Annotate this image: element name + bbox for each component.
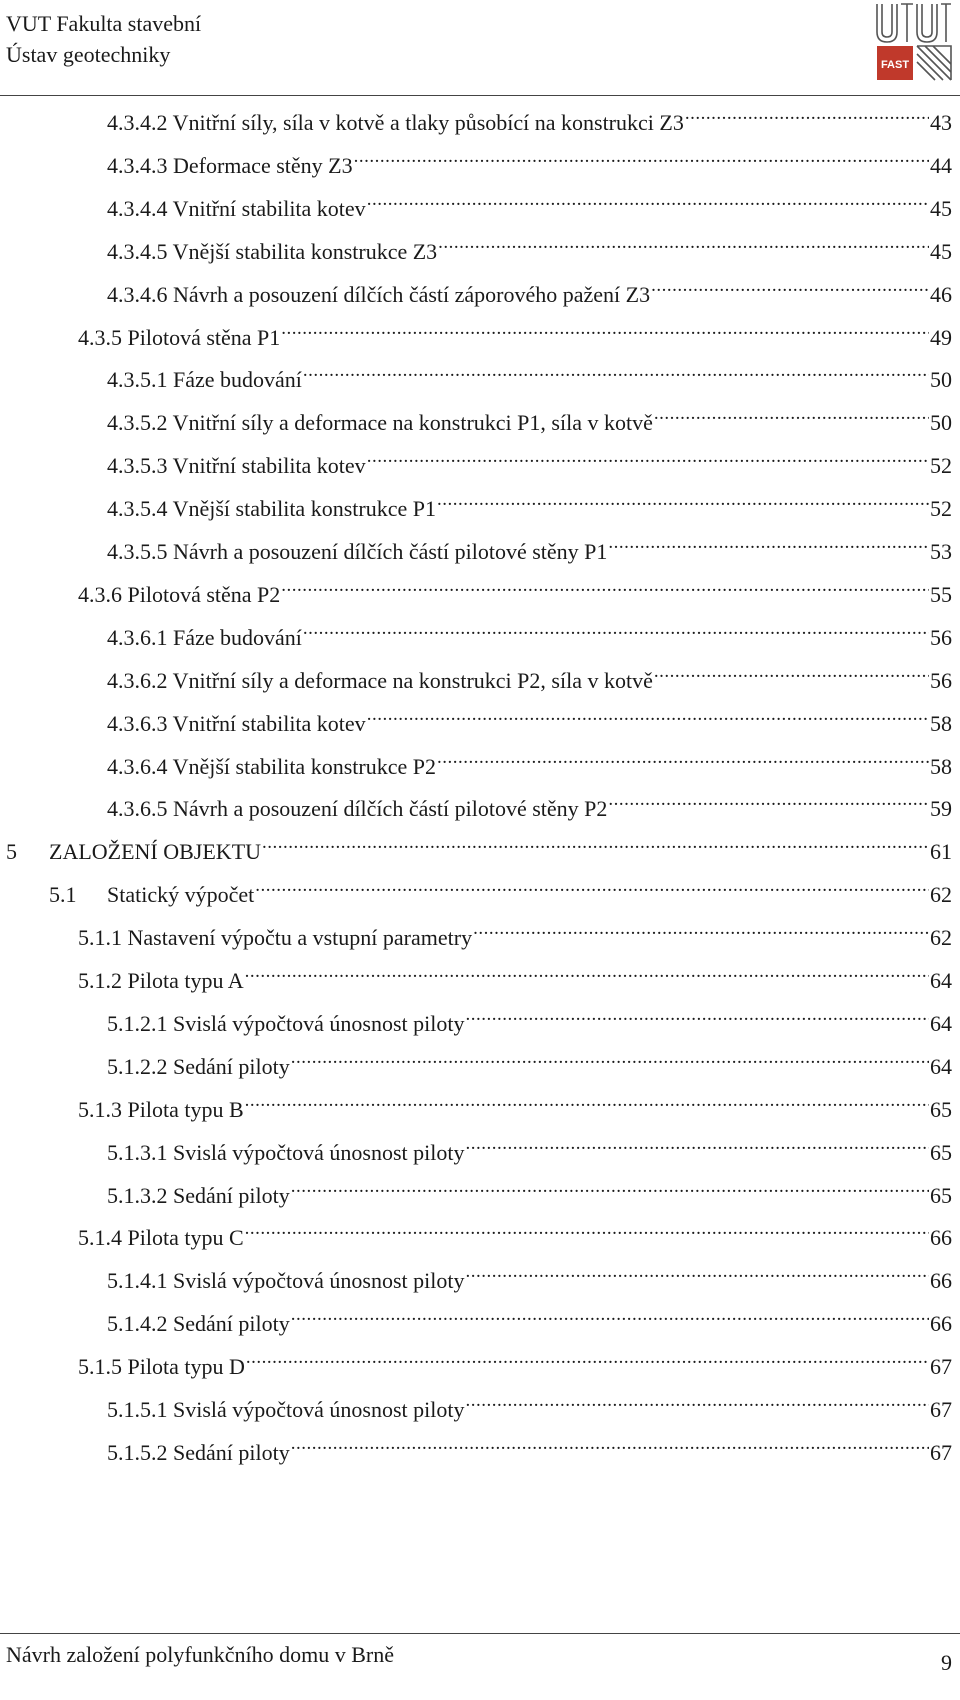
toc-entry-title: 4.3.6.2 Vnitřní síly a deformace na konstrukci P2, síla v kotvě bbox=[107, 667, 653, 693]
toc-entry-page: 64 bbox=[930, 1010, 952, 1036]
toc-dot-leader bbox=[466, 997, 930, 1031]
toc-entry-title: 4.3.5.1 Fáze budování bbox=[107, 367, 302, 393]
toc-entry[interactable] bbox=[107, 225, 952, 264]
toc-entry-title: 5.1.4.2 Sedání piloty bbox=[107, 1311, 290, 1337]
toc-entry-title: 5.1.4 Pilota typu C bbox=[78, 1225, 244, 1251]
toc-entry-page: 56 bbox=[930, 667, 952, 693]
toc-entry-title: 4.3.6.1 Fáze budování bbox=[107, 624, 302, 650]
toc-entry-page: 62 bbox=[930, 925, 952, 951]
toc-entry-title: 5.1.5 Pilota typu D bbox=[78, 1354, 245, 1380]
toc-entry-page: 67 bbox=[930, 1439, 952, 1465]
toc-entry-page: 46 bbox=[930, 281, 952, 307]
toc-entry[interactable] bbox=[107, 740, 952, 779]
toc-entry-page: 58 bbox=[930, 753, 952, 779]
toc-entry[interactable] bbox=[78, 1340, 952, 1380]
toc-entry[interactable] bbox=[49, 868, 952, 908]
toc-entry-title: 5.1.2.1 Svislá výpočtová únosnost piloty bbox=[107, 1010, 465, 1036]
toc-entry-page: 64 bbox=[930, 1053, 952, 1079]
toc-entry-title: 4.3.6.3 Vnitřní stabilita kotev bbox=[107, 710, 366, 736]
toc-entry-title: 4.3.6 Pilotová stěna P2 bbox=[78, 581, 281, 607]
toc-entry[interactable] bbox=[78, 311, 952, 350]
toc-entry-page: 61 bbox=[930, 839, 952, 865]
toc-dot-leader bbox=[651, 268, 929, 302]
page-header bbox=[0, 0, 960, 95]
toc-dot-leader bbox=[608, 525, 929, 559]
fast-logo-icon bbox=[873, 2, 953, 82]
toc-entry-number: 5 bbox=[6, 839, 17, 865]
toc-entry-page: 52 bbox=[930, 453, 952, 479]
toc-dot-leader bbox=[437, 740, 929, 774]
toc-entry-title: ZALOŽENÍ OBJEKTU bbox=[49, 839, 262, 865]
toc-entry[interactable] bbox=[107, 782, 952, 822]
toc-dot-leader bbox=[654, 396, 929, 430]
toc-entry-page: 50 bbox=[930, 367, 952, 393]
toc-dot-leader bbox=[654, 654, 929, 688]
toc-entry-page: 44 bbox=[930, 152, 952, 178]
toc-entry-title: 5.1.3.2 Sedání piloty bbox=[107, 1182, 290, 1208]
toc-entry-page: 62 bbox=[930, 882, 952, 908]
toc-entry[interactable] bbox=[78, 911, 952, 951]
toc-dot-leader bbox=[367, 182, 929, 216]
toc-entry-title: 5.1.4.1 Svislá výpočtová únosnost piloty bbox=[107, 1268, 465, 1294]
toc-dot-leader bbox=[466, 1383, 930, 1417]
toc-entry-title: 4.3.4.6 Návrh a posouzení dílčích částí záporového pažení Z3 bbox=[107, 281, 651, 307]
toc-entry-page: 67 bbox=[930, 1397, 952, 1422]
toc-dot-leader bbox=[291, 1297, 929, 1331]
toc-entry-title: 4.3.4.2 Vnitřní síly, síla v kotvě a tlaky působící na konstrukci Z3 bbox=[107, 110, 684, 135]
toc-dot-leader bbox=[281, 311, 929, 345]
toc-entry[interactable] bbox=[107, 182, 952, 221]
faculty-name: VUT Fakulta stavební bbox=[6, 11, 202, 36]
toc-entry-title: 4.3.6.5 Návrh a posouzení dílčích částí pilotové stěny P2 bbox=[107, 796, 608, 822]
toc-entry-page: 65 bbox=[930, 1096, 952, 1122]
toc-dot-leader bbox=[438, 225, 929, 259]
toc-dot-leader bbox=[291, 1040, 929, 1074]
header-text bbox=[6, 8, 201, 70]
toc-entry-page: 56 bbox=[930, 624, 952, 650]
toc-entry-page: 55 bbox=[930, 581, 952, 607]
toc-entry-title: 5.1.5.1 Svislá výpočtová únosnost piloty bbox=[107, 1397, 465, 1422]
toc-entry[interactable] bbox=[107, 525, 952, 564]
toc-dot-leader bbox=[246, 1340, 929, 1374]
toc-dot-leader bbox=[303, 611, 929, 645]
toc-entry[interactable] bbox=[107, 396, 952, 436]
toc-entry-page: 45 bbox=[930, 195, 952, 221]
toc-entry[interactable] bbox=[107, 654, 952, 693]
toc-entry-title: 4.3.5.5 Návrh a posouzení dílčích částí pilotové stěny P1 bbox=[107, 539, 608, 564]
toc-dot-leader bbox=[262, 825, 929, 859]
toc-entry-page: 67 bbox=[930, 1354, 952, 1380]
toc-entry[interactable] bbox=[107, 268, 952, 307]
toc-entry[interactable] bbox=[107, 439, 952, 479]
toc-entry-title: Statický výpočet bbox=[107, 882, 255, 908]
toc-entry[interactable] bbox=[107, 96, 952, 135]
institute-name: Ústav geotechniky bbox=[6, 42, 171, 67]
toc-entry[interactable] bbox=[107, 1426, 952, 1465]
toc-entry-title: 4.3.5.4 Vnější stabilita konstrukce P1 bbox=[107, 496, 436, 522]
footer-page-number: 9 bbox=[941, 1650, 952, 1675]
toc-entry[interactable] bbox=[78, 1083, 952, 1122]
toc-entry[interactable] bbox=[107, 1169, 952, 1208]
footer-document-title: Návrh založení polyfunkčního domu v Brně bbox=[6, 1642, 394, 1667]
toc-entry[interactable] bbox=[107, 353, 952, 393]
toc-entry-page: 64 bbox=[930, 968, 952, 993]
toc-entry[interactable] bbox=[107, 482, 952, 522]
toc-dot-leader bbox=[437, 482, 929, 516]
toc-entry[interactable] bbox=[107, 1297, 952, 1337]
toc-entry-title: 4.3.5 Pilotová stěna P1 bbox=[78, 324, 281, 350]
toc-entry-title: 4.3.5.2 Vnitřní síly a deformace na konstrukci P1, síla v kotvě bbox=[107, 410, 653, 436]
toc-entry[interactable] bbox=[107, 1040, 952, 1079]
toc-entry-page: 66 bbox=[930, 1225, 952, 1251]
toc-entry[interactable] bbox=[107, 139, 952, 178]
toc-entry-page: 53 bbox=[930, 539, 952, 564]
toc-dot-leader bbox=[245, 1211, 929, 1245]
toc-entry[interactable] bbox=[107, 1383, 952, 1422]
toc-entry[interactable] bbox=[107, 697, 952, 736]
toc-dot-leader bbox=[473, 911, 929, 945]
toc-entry[interactable] bbox=[78, 1211, 952, 1251]
toc-dot-leader bbox=[303, 353, 929, 387]
toc-entry[interactable] bbox=[107, 1126, 952, 1165]
toc-dot-leader bbox=[466, 1254, 930, 1288]
toc-dot-leader bbox=[281, 568, 929, 602]
footer-divider bbox=[0, 1633, 960, 1634]
toc-entry-page: 58 bbox=[930, 710, 952, 736]
toc-entry-title: 5.1.2.2 Sedání piloty bbox=[107, 1053, 290, 1079]
toc-entry-title: 4.3.4.3 Deformace stěny Z3 bbox=[107, 152, 353, 178]
logo-text: FAST bbox=[880, 59, 910, 71]
toc-entry-page: 45 bbox=[930, 238, 952, 264]
toc-dot-leader bbox=[466, 1126, 930, 1160]
toc-dot-leader bbox=[245, 954, 929, 988]
toc-entry[interactable] bbox=[107, 611, 952, 650]
toc-entry-page: 65 bbox=[930, 1182, 952, 1208]
toc-entry-page: 50 bbox=[930, 410, 952, 436]
toc-entry[interactable] bbox=[78, 568, 952, 607]
toc-entry-page: 52 bbox=[930, 496, 952, 522]
toc-dot-leader bbox=[367, 439, 929, 473]
toc-entry-title: 5.1.3 Pilota typu B bbox=[78, 1096, 244, 1122]
toc-dot-leader bbox=[354, 139, 929, 173]
toc-entry[interactable] bbox=[107, 997, 952, 1036]
toc-entry-page: 49 bbox=[930, 324, 952, 350]
toc-entry-title: 4.3.5.3 Vnitřní stabilita kotev bbox=[107, 453, 366, 479]
toc-dot-leader bbox=[608, 782, 929, 816]
toc-dot-leader bbox=[367, 697, 929, 731]
toc-entry-title: 5.1.2 Pilota typu A bbox=[78, 968, 244, 993]
toc-entry-title: 5.1.5.2 Sedání piloty bbox=[107, 1439, 290, 1465]
toc-entry-page: 65 bbox=[930, 1139, 952, 1165]
toc-dot-leader bbox=[245, 1083, 929, 1117]
toc-entry-page: 66 bbox=[930, 1268, 952, 1294]
toc-dot-leader bbox=[685, 96, 929, 130]
toc-entry-title: 4.3.6.4 Vnější stabilita konstrukce P2 bbox=[107, 753, 436, 779]
toc-entry-page: 59 bbox=[930, 796, 952, 822]
toc-entry-title: 4.3.4.4 Vnitřní stabilita kotev bbox=[107, 195, 366, 221]
toc-entry[interactable] bbox=[6, 825, 952, 865]
toc-entry[interactable] bbox=[78, 954, 952, 993]
toc-dot-leader bbox=[291, 1169, 929, 1203]
toc-entry-title: 4.3.4.5 Vnější stabilita konstrukce Z3 bbox=[107, 238, 438, 264]
toc-entry-page: 43 bbox=[930, 110, 952, 135]
toc-entry[interactable] bbox=[107, 1254, 952, 1294]
toc-entry-title: 5.1.1 Nastavení výpočtu a vstupní parametry bbox=[78, 925, 473, 951]
toc-dot-leader bbox=[255, 868, 929, 902]
toc-entry-page: 66 bbox=[930, 1311, 952, 1337]
toc-dot-leader bbox=[291, 1426, 929, 1460]
toc-entry-title: 5.1.3.1 Svislá výpočtová únosnost piloty bbox=[107, 1139, 465, 1165]
toc-entry-number: 5.1 bbox=[49, 882, 77, 908]
